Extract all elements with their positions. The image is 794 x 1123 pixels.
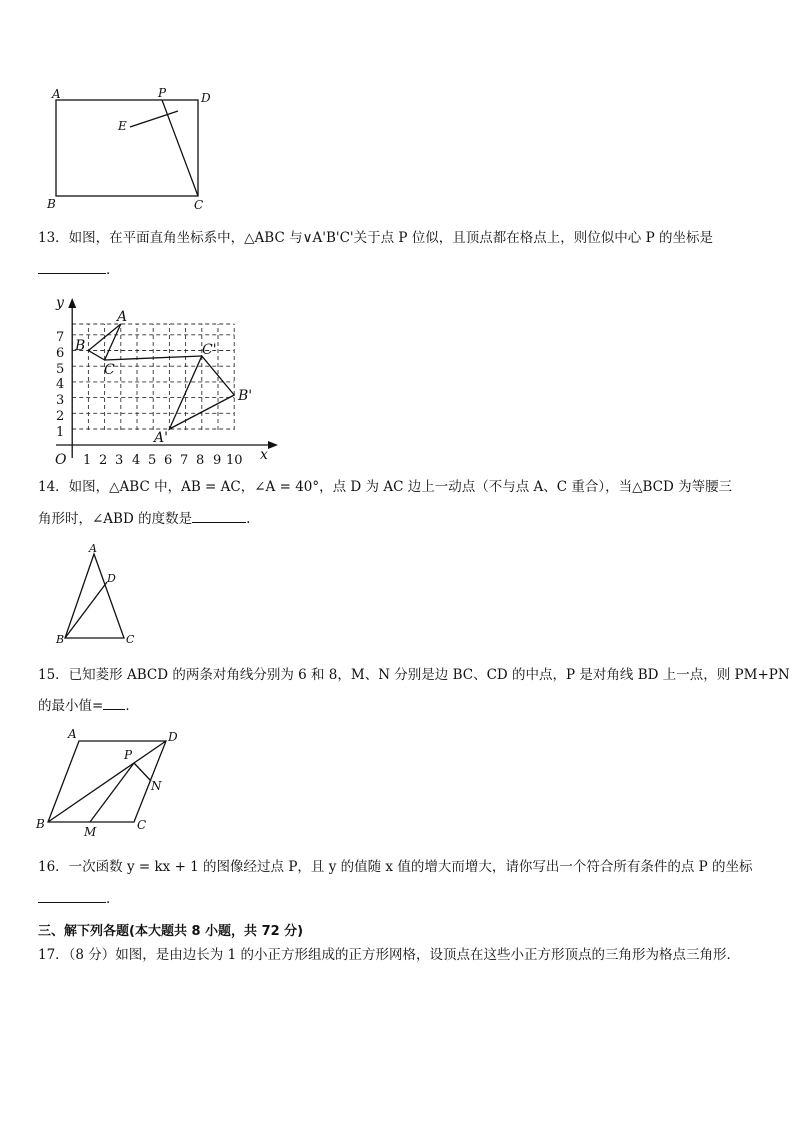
question-14-line2: 角形时，∠ABD 的度数是 [38, 511, 193, 527]
y-tick: 1 [56, 425, 65, 440]
question-14 [38, 479, 768, 495]
x-tick: 8 [196, 453, 205, 468]
question-16-text: 16．一次函数 y = kx + 1 的图像经过点 P，且 y 的值随 x 值的增大而增大，请你写出一个符合所有条件的点 P 的坐标 [38, 859, 753, 875]
x-axis-label: x [260, 447, 268, 463]
question-13 [38, 230, 768, 246]
question-16-end: ． [106, 891, 120, 907]
label-c: C [194, 198, 204, 212]
x-tick: 1 [83, 453, 92, 468]
label-d: D [168, 730, 178, 744]
y-tick: 5 [56, 362, 65, 377]
question-17-text: 17．（8 分）如图，是由边长为 1 的小正方形组成的正方形网格，设顶点在这些小正方形顶点的三角形为格点三角形． [38, 947, 740, 963]
grid-lines [72, 324, 234, 430]
label-p: P [124, 748, 133, 762]
question-15-line2-row [38, 697, 768, 714]
label-b: B [36, 817, 45, 831]
point-b-prime: B' [238, 388, 253, 404]
question-15 [38, 667, 790, 683]
answer-blank-16 [38, 890, 106, 903]
origin-label: O [55, 452, 67, 468]
label-d: D [201, 91, 211, 105]
label-d: D [107, 572, 116, 585]
question-16-answer-line [38, 890, 768, 907]
diagonal-bd [48, 741, 166, 822]
point-c-prime: C' [202, 342, 217, 358]
coordinate-grid-figure [48, 290, 288, 470]
segment-pm [90, 763, 134, 822]
question-14-line1: 14．如图，△ABC 中，AB = AC，∠A = 40°，点 D 为 AC 边上一动点（不与点 A、C 重合），当△BCD 为等腰三 [38, 479, 733, 495]
label-n: N [151, 779, 162, 793]
question-14-end: . [246, 511, 251, 527]
rectangle-figure [40, 80, 230, 215]
y-tick: 4 [56, 377, 65, 392]
x-tick: 9 [213, 453, 222, 468]
label-b: B [56, 633, 65, 646]
question-15-end: ． [125, 698, 139, 714]
question-14-line2-row [38, 510, 768, 527]
x-tick: 6 [164, 453, 173, 468]
x-tick: 10 [226, 453, 243, 468]
question-15-line2: 的最小值= [38, 698, 104, 714]
segment-pn [134, 763, 151, 781]
y-tick-labels [56, 330, 64, 440]
question-13-end: ． [106, 262, 120, 278]
label-a: A [89, 542, 97, 555]
segment-bd [65, 582, 107, 638]
question-17 [38, 947, 768, 963]
question-13-answer-line [38, 261, 768, 278]
section-3-title: 三、解下列各题(本大题共 8 小题，共 72 分) [38, 924, 304, 939]
rectangle-abcd [56, 100, 198, 196]
point-a-prime: A' [154, 430, 168, 446]
rhombus-figure [34, 725, 194, 840]
x-tick-labels [83, 453, 243, 468]
y-axis-arrow [68, 298, 76, 308]
x-axis-arrow [268, 441, 278, 449]
answer-blank-15 [103, 697, 125, 710]
point-b: B [75, 338, 86, 354]
label-a: A [68, 727, 77, 741]
label-a: A [52, 87, 61, 101]
question-16 [38, 859, 768, 875]
point-c: C [104, 362, 115, 378]
label-p: P [158, 86, 167, 100]
y-tick: 3 [56, 393, 65, 408]
question-13-text: 13．如图，在平面直角坐标系中，△ABC 与∨A'B'C'关于点 P 位似，且顶点都在格点上，则位似中心 P 的坐标是 [38, 230, 713, 246]
y-tick: 7 [56, 330, 65, 345]
answer-blank-14 [192, 510, 246, 523]
y-axis-label: y [56, 295, 64, 311]
x-tick: 4 [132, 453, 141, 468]
question-15-line1: 15．已知菱形 ABCD 的两条对角线分别为 6 和 8，M、N 分别是边 BC、CD 的中点，P 是对角线 BD 上一点，则 PM+PN [38, 667, 790, 683]
y-tick: 6 [56, 346, 65, 361]
label-c: C [137, 818, 147, 832]
x-tick: 5 [148, 453, 157, 468]
answer-blank-13 [38, 261, 106, 274]
y-tick: 2 [56, 409, 65, 424]
label-b: B [47, 197, 56, 211]
label-e: E [118, 119, 127, 133]
isosceles-triangle-figure [52, 540, 152, 650]
label-m: M [84, 825, 97, 839]
x-tick: 7 [180, 453, 189, 468]
x-tick: 2 [99, 453, 108, 468]
point-a: A [117, 309, 128, 325]
label-c: C [126, 633, 135, 646]
x-tick: 3 [115, 453, 124, 468]
